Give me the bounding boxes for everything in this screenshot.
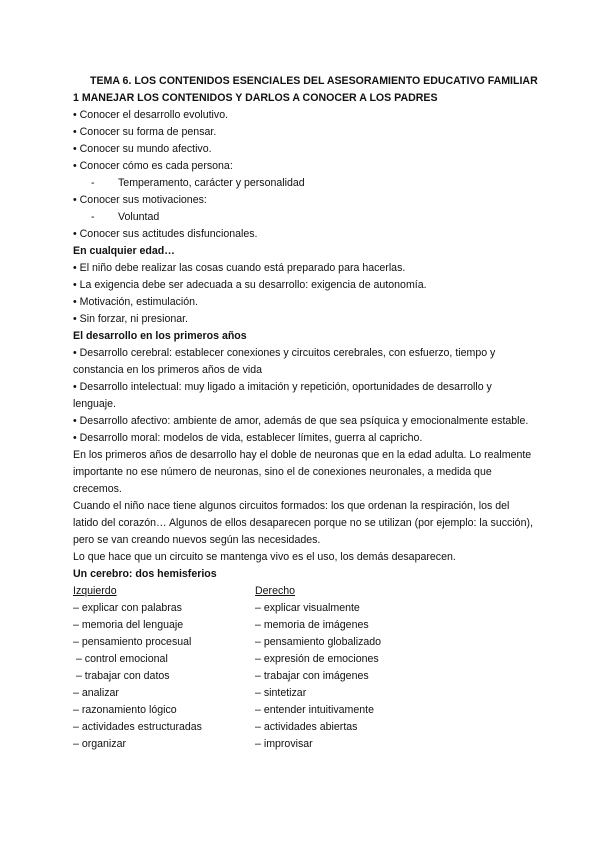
list-item: • Desarrollo cerebral: establecer conexiones y circuitos cerebrales, con esfuerzo, tiempo y constancia en los primeros años de vida [73, 347, 496, 376]
left-item: – explicar con palabras [73, 602, 182, 614]
paragraph: En los primeros años de desarrollo hay el doble de neuronas que en la edad adulta. Lo realmente importante no ese número de neuronas, sino el de conexiones neuronales, a medida que crecemos. [73, 449, 532, 495]
left-item: – razonamiento lógico [73, 704, 177, 716]
list-item: • Desarrollo moral: modelos de vida, establecer límites, guerra al capricho. [73, 432, 423, 444]
left-item: – control emocional [73, 653, 168, 665]
left-hemisphere-column [73, 583, 255, 753]
list-item: • Conocer su forma de pensar. [73, 126, 217, 138]
left-column-header: Izquierdo [73, 585, 117, 597]
sub-list-item [73, 209, 533, 226]
left-item: – memoria del lenguaje [73, 619, 184, 631]
list-item: • Conocer sus actitudes disfuncionales. [73, 228, 258, 240]
paragraph: Cuando el niño nace tiene algunos circuitos formados: los que ordenan la respiración, los del latido del corazón… Algunos de ellos desaparecen porque no se utilizan (por ejemplo: la succión), pero se van creando nuevos según las necesidades. [73, 500, 533, 546]
section-heading-manage-contents: 1 MANEJAR LOS CONTENIDOS Y DARLOS A CONOCER A LOS PADRES [73, 92, 438, 104]
document-body [73, 73, 538, 753]
dash-bullet: - [91, 211, 95, 223]
right-item: – trabajar con imágenes [255, 670, 369, 682]
page-title: TEMA 6. LOS CONTENIDOS ESENCIALES DEL ASESORAMIENTO EDUCATIVO FAMILIAR [90, 75, 538, 87]
right-column-header: Derecho [255, 585, 296, 597]
list-item: • Conocer su mundo afectivo. [73, 143, 212, 155]
list-item: • La exigencia debe ser adecuada a su desarrollo: exigencia de autonomía. [73, 279, 427, 291]
list-item: • Desarrollo afectivo: ambiente de amor, además de que sea psíquica y emocionalmente estable. [73, 415, 529, 427]
list-item: • El niño debe realizar las cosas cuando está preparado para hacerlas. [73, 262, 406, 274]
left-item: – trabajar con datos [73, 670, 170, 682]
left-item: – analizar [73, 687, 119, 699]
left-item: – actividades estructuradas [73, 721, 202, 733]
right-item: – sintetizar [255, 687, 307, 699]
list-item: • Sin forzar, ni presionar. [73, 313, 188, 325]
right-hemisphere-column [255, 583, 525, 753]
right-item: – actividades abiertas [255, 721, 358, 733]
right-item: – explicar visualmente [255, 602, 360, 614]
left-item: – pensamiento procesual [73, 636, 192, 648]
right-item: – entender intuitivamente [255, 704, 374, 716]
right-item: – pensamiento globalizado [255, 636, 382, 648]
sub-list-text: Temperamento, carácter y personalidad [118, 177, 305, 189]
section-heading-hemispheres: Un cerebro: dos hemisferios [73, 568, 217, 580]
right-item: – improvisar [255, 738, 313, 750]
hemispheres-table [73, 583, 533, 753]
sub-list-item [73, 175, 533, 192]
section-heading-any-age: En cualquier edad… [73, 245, 175, 257]
list-item: • Motivación, estimulación. [73, 296, 198, 308]
list-item: • Desarrollo intelectual: muy ligado a imitación y repetición, oportunidades de desarrollo y lenguaje. [73, 381, 492, 410]
list-item: • Conocer sus motivaciones: [73, 194, 207, 206]
section-heading-early-years: El desarrollo en los primeros años [73, 330, 247, 342]
list-item: • Conocer cómo es cada persona: [73, 160, 233, 172]
left-item: – organizar [73, 738, 126, 750]
right-item: – memoria de imágenes [255, 619, 369, 631]
paragraph: Lo que hace que un circuito se mantenga vivo es el uso, los demás desaparecen. [73, 551, 456, 563]
list-item: • Conocer el desarrollo evolutivo. [73, 109, 229, 121]
dash-bullet: - [91, 177, 95, 189]
sub-list-text: Voluntad [118, 211, 160, 223]
right-item: – expresión de emociones [255, 653, 379, 665]
